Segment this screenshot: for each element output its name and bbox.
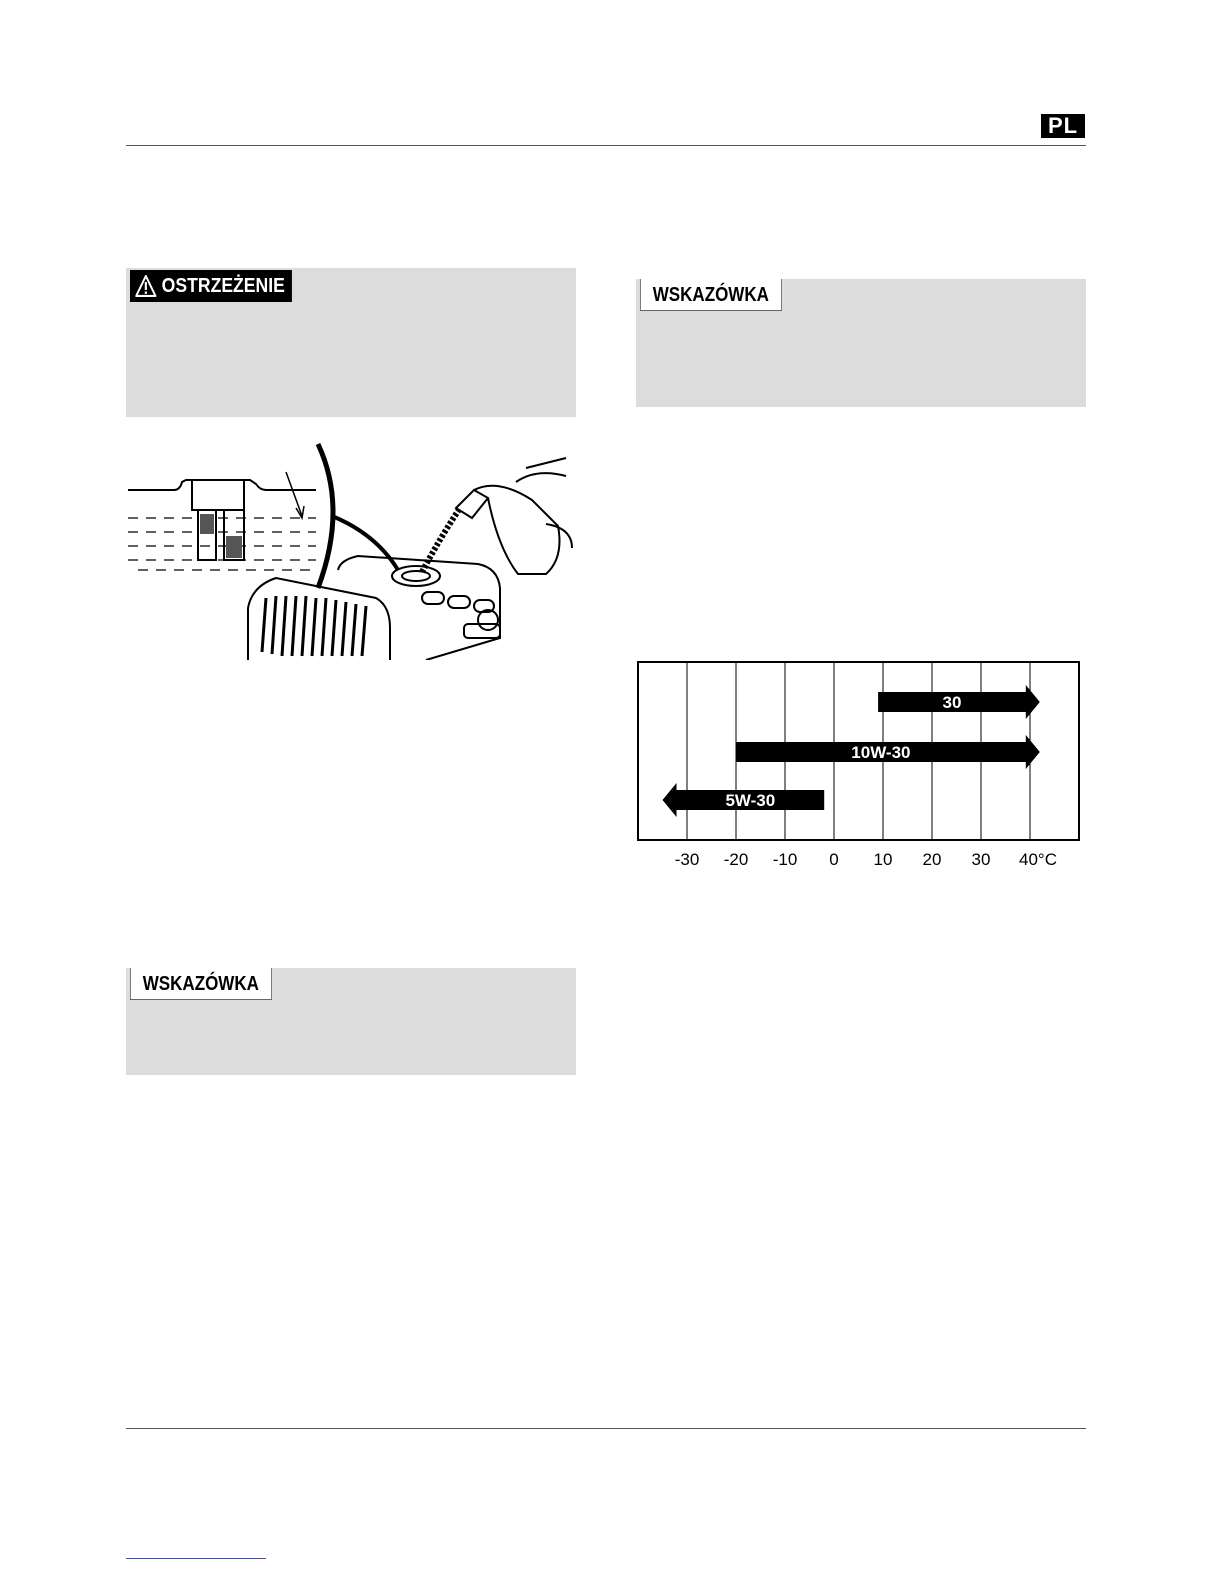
x-tick-label: -20 xyxy=(723,850,749,869)
x-tick-label: 40°C xyxy=(1019,850,1057,869)
language-badge: PL xyxy=(1041,114,1085,138)
x-tick-label: 0 xyxy=(829,850,839,869)
footnote-rule xyxy=(126,1558,266,1559)
footer-rule xyxy=(126,1428,1086,1429)
oil-viscosity-chart xyxy=(636,660,1082,880)
x-tick-label: -30 xyxy=(674,850,700,869)
viscosity-label: 30 xyxy=(942,693,962,712)
x-tick-label: -10 xyxy=(772,850,798,869)
x-tick-label: 10 xyxy=(873,850,893,869)
chart-ticks xyxy=(675,850,1057,869)
header-rule xyxy=(126,145,1086,146)
warning-box xyxy=(126,268,576,417)
x-tick-label: 20 xyxy=(922,850,942,869)
x-tick-label: 30 xyxy=(971,850,991,869)
viscosity-label: 10W-30 xyxy=(851,743,911,762)
note-box-left xyxy=(126,968,576,1075)
warning-triangle-icon xyxy=(135,275,156,297)
warning-label: OSTRZEŻENIE xyxy=(161,275,285,297)
note-label-right: WSKAZÓWKA xyxy=(640,279,782,311)
viscosity-label: 5W-30 xyxy=(725,791,776,810)
warning-label-tab xyxy=(130,270,292,302)
oil-filling-illustration xyxy=(126,438,576,660)
note-box-right xyxy=(636,279,1086,407)
note-label-left: WSKAZÓWKA xyxy=(130,968,272,1000)
